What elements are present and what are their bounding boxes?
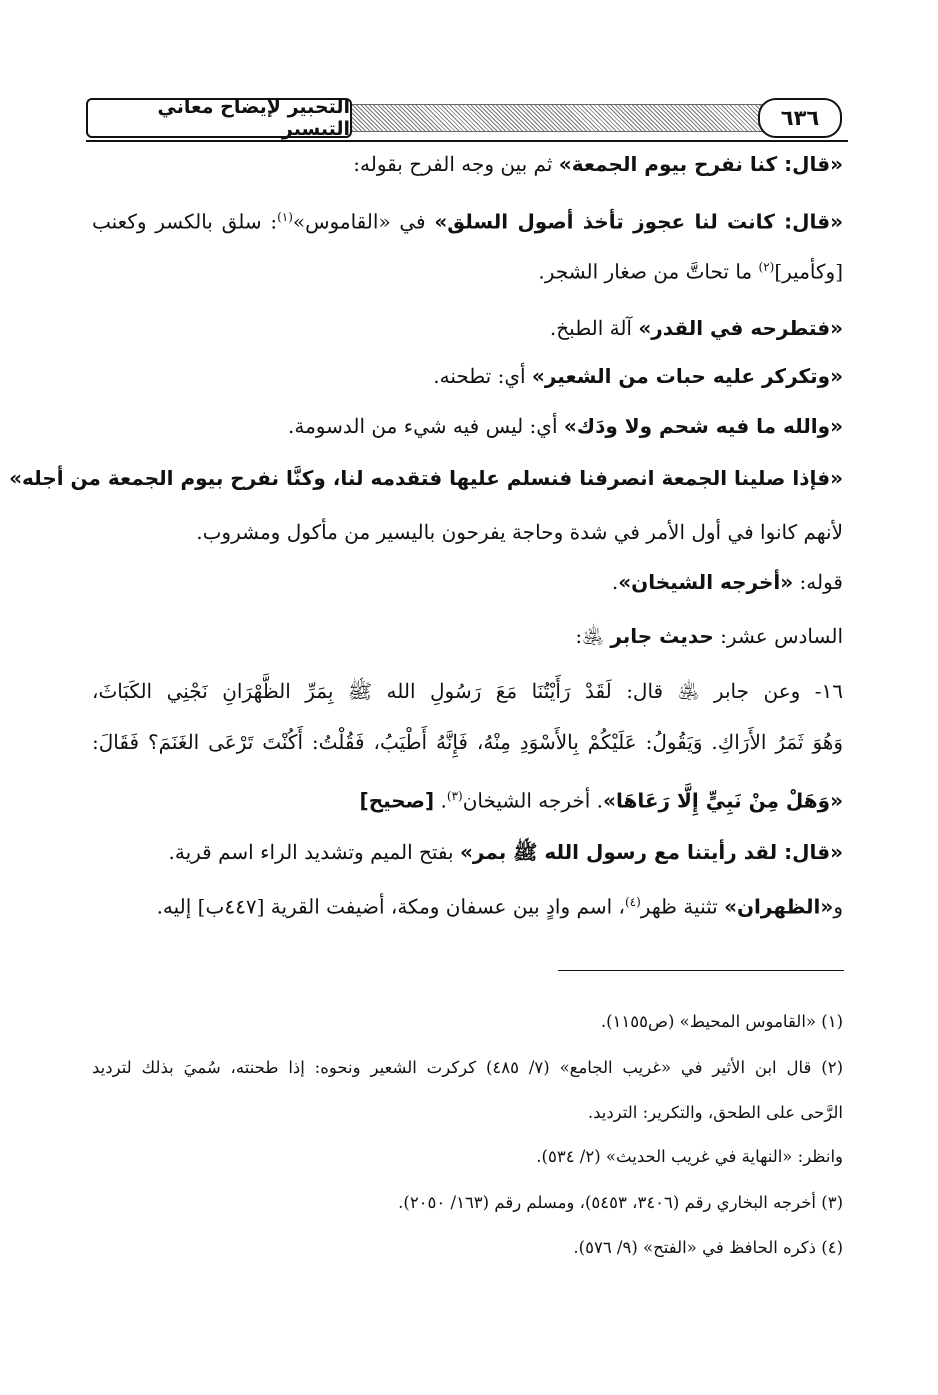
- text-line-13: «وَهَلْ مِنْ نَبِيٍّ إِلَّا رَعَاهَا». أخرجه الشيخان$^{(٣)}$. [صحيح]: [359, 788, 843, 813]
- header-hatch-band: [348, 104, 770, 132]
- page-number: ٦٣٦: [758, 98, 842, 138]
- text-line-2: «قال: كانت لنا عجوز تأخذ أصول السلق» في «القاموس»$^{(١)}$: سلق بالكسر وكعنب: [92, 209, 844, 234]
- text-line-1: «قال: كنا نفرح بيوم الجمعة» ثم بين وجه الفرح بقوله:: [353, 152, 843, 176]
- footnote-4: (٤) ذكره الحافظ في «الفتح» (٩/ ٥٧٦).: [573, 1238, 843, 1257]
- text-line-9: قوله: «أخرجه الشيخان».: [611, 570, 843, 594]
- text-line-5: «وتكركر عليه حبات من الشعير» أي: تطحنه.: [433, 364, 843, 388]
- header-rule: [86, 140, 848, 142]
- text-line-8: لأنهم كانوا في أول الأمر في شدة وحاجة يفرحون باليسير من مأكول ومشروب.: [196, 520, 843, 544]
- text-line-3: [وكأمير]$^{(٢)}$ ما تحاتَّ من صغار الشجر.: [538, 259, 843, 284]
- text-line-11: ١٦- وعن جابر ﵁ قال: لَقَدْ رَأَيْتُنَا مَعَ رَسُولِ الله ﷺ بِمَرِّ الظَّهْرَانِ نَجْنِي الكَبَاثَ،: [92, 679, 843, 703]
- text-line-12: وَهُوَ ثَمَرُ الأَرَاكِ. وَيَقُولُ: عَلَيْكُمْ بِالأَسْوَدِ مِنْهُ، فَإِنَّهُ أَطْيَبُ، فَقُلْتُ: أَكُنْتَ تَرْعَى الغَنَمَ؟ فَقَالَ:: [92, 730, 843, 754]
- footnote-ref-3: (٣): [446, 789, 463, 803]
- footnote-2-line-2: الرَّحى على الطحق، والتكرير: الترديد.: [587, 1103, 843, 1122]
- text-line-7: «فإذا صلينا الجمعة انصرفنا فنسلم عليها فتقدمه لنا، وكنَّا نفرح بيوم الجمعة من أجله»: [9, 466, 843, 490]
- footnote-1: (١) «القاموس المحيط» (ص١١٥٥).: [600, 1012, 843, 1031]
- footnote-3: (٣) أخرجه البخاري رقم (٣٤٠٦، ٥٤٥٣)، ومسلم رقم (١٦٣/ ٢٠٥٠).: [398, 1193, 843, 1212]
- page-header: [86, 96, 848, 142]
- footnote-ref-2: (٢): [758, 260, 775, 274]
- footnote-ref-1: (١): [277, 210, 293, 224]
- text-line-6: «والله ما فيه شحم ولا ودَك» أي: ليس فيه شيء من الدسومة.: [288, 414, 843, 438]
- text-line-10: السادس عشر: حديث جابر ﵁:: [575, 624, 843, 648]
- text-line-14: «قال: لقد رأيتنا مع رسول الله ﷺ بمر» بفتح الميم وتشديد الراء اسم قرية.: [168, 840, 843, 864]
- footnote-2-line-3: وانظر: «النهاية في غريب الحديث» (٢/ ٥٣٤).: [536, 1147, 843, 1166]
- text-line-4: «فتطرحه في القدر» آلة الطبخ.: [549, 316, 843, 340]
- book-title: التحبير لإيضاح معاني التيسير: [86, 98, 352, 138]
- text-line-15: و«الظهران» تثنية ظهر$^{(٤)}$، اسم وادٍ بين عسفان ومكة، أضيفت القرية [٤٤٧ب] إليه.: [156, 894, 843, 919]
- footnote-ref-4: (٤): [624, 895, 641, 909]
- footnote-2-line-1: (٢) قال ابن الأثير في «غريب الجامع» (٧/ ٤٨٥) كركرت الشعير ونحوه: إذا طحنته، سُميَ بذلك لترديد: [92, 1058, 843, 1077]
- footnote-separator: [558, 970, 844, 971]
